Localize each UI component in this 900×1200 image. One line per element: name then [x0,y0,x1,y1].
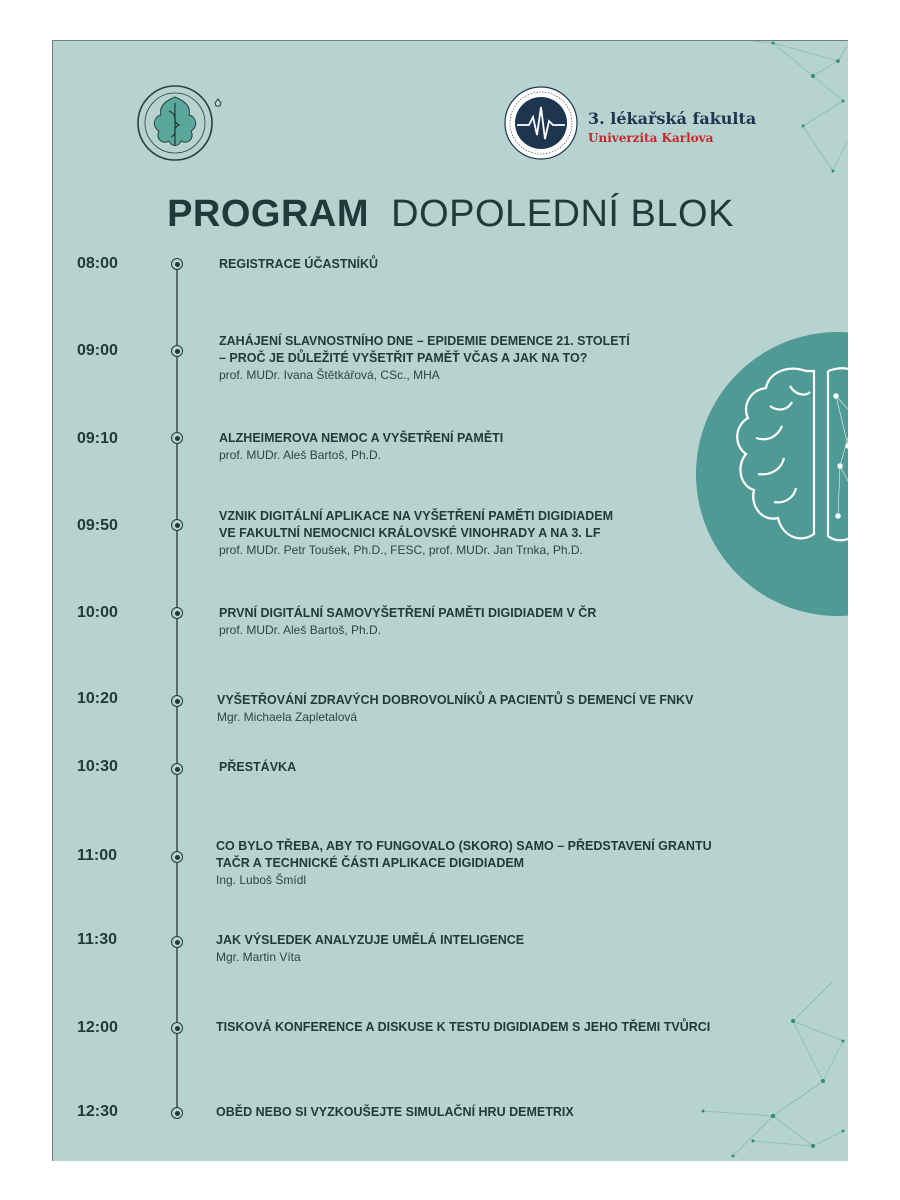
schedule-item [216,1104,776,1121]
item-title: – PROČ JE DŮLEŽITÉ VYŠETŘIT PAMĚŤ VČAS A JAK NA TO? [219,351,588,365]
timeline-dot [171,607,183,619]
item-title: JAK VÝSLEDEK ANALYZUJE UMĚLÁ INTELIGENCE [216,933,525,947]
item-speaker: prof. MUDr. Aleš Bartoš, Ph.D. [219,623,382,637]
timeline-dot [171,1022,183,1034]
timeline-dot [171,432,183,444]
timeline-dot [171,763,183,775]
item-title: VYŠETŘOVÁNÍ ZDRAVÝCH DOBROVOLNÍKŮ A PACIENTŮ S DEMENCÍ VE FNKV [217,693,694,707]
timeline-dot [171,1107,183,1119]
time-label: 11:00 [77,847,118,864]
time-label: 08:00 [77,255,118,272]
timeline-dot [171,695,183,707]
item-speaker: prof. MUDr. Petr Toušek, Ph.D., FESC, prof. MUDr. Jan Trnka, Ph.D. [219,543,583,557]
title-bold: PROGRAM [167,193,370,235]
schedule-item [219,508,779,559]
schedule-item [219,256,779,273]
schedule-item [219,430,779,464]
schedule-item [216,932,776,966]
timeline-dot [171,258,183,270]
schedule-item [216,838,816,889]
time-label: 12:30 [77,1103,118,1120]
item-title: PŘESTÁVKA [219,760,297,774]
hospital-seal-icon [135,81,230,166]
time-label: 12:00 [77,1019,118,1036]
timeline-dot [171,851,183,863]
university-name: Univerzita Karlova [588,131,714,145]
time-label: 09:50 [77,517,118,534]
item-speaker: Mgr. Martin Víta [216,950,301,964]
schedule-item [219,605,779,639]
title-light: DOPOLEDNÍ BLOK [391,193,734,235]
timeline-dot [171,936,183,948]
schedule-item [216,1019,816,1036]
network-decoration-bottom-icon [693,981,848,1161]
item-title: ALZHEIMEROVA NEMOC A VYŠETŘENÍ PAMĚTI [219,431,504,445]
program-poster [52,40,848,1161]
item-title: CO BYLO TŘEBA, ABY TO FUNGOVALO (SKORO) SAMO – PŘEDSTAVENÍ GRANTU [216,839,712,853]
time-label: 09:10 [77,430,118,447]
item-title: PRVNÍ DIGITÁLNÍ SAMOVYŠETŘENÍ PAMĚTI DIGIDIADEM V ČR [219,606,597,620]
timeline-dot [171,519,183,531]
time-label: 09:00 [77,342,118,359]
item-title: REGISTRACE ÚČASTNÍKŮ [219,257,379,271]
schedule-item [219,759,779,776]
item-title: OBĚD NEBO SI VYZKOUŠEJTE SIMULAČNÍ HRU DEMETRIX [216,1105,574,1119]
time-label: 11:30 [77,931,118,948]
item-title: VE FAKULTNÍ NEMOCNICI KRÁLOVSKÉ VINOHRADY A NA 3. LF [219,526,601,540]
item-title: TAČR A TECHNICKÉ ČÁSTI APLIKACE DIGIDIADEM [216,856,525,870]
item-speaker: prof. MUDr. Aleš Bartoš, Ph.D. [219,448,382,462]
time-label: 10:30 [77,758,118,775]
time-label: 10:20 [77,690,118,707]
item-speaker: prof. MUDr. Ivana Štětkářová, CSc., MHA [219,368,440,382]
item-title: VZNIK DIGITÁLNÍ APLIKACE NA VYŠETŘENÍ PAMĚTI DIGIDIADEM [219,509,613,523]
timeline-dot [171,345,183,357]
schedule-item [219,333,779,384]
item-title: TISKOVÁ KONFERENCE A DISKUSE K TESTU DIGIDIADEM S JEHO TŘEMI TVŮRCI [216,1020,711,1034]
faculty-name: 3. lékařská fakulta [588,109,757,128]
schedule-item [217,692,777,726]
timeline-line [176,263,178,1113]
faculty-seal-icon [501,81,581,161]
item-title: ZAHÁJENÍ SLAVNOSTNÍHO DNE – EPIDEMIE DEMENCE 21. STOLETÍ [219,334,630,348]
item-speaker: Mgr. Michaela Zapletalová [217,710,358,724]
item-speaker: Ing. Luboš Šmídl [216,873,307,887]
time-label: 10:00 [77,604,118,621]
page-title [53,193,848,236]
